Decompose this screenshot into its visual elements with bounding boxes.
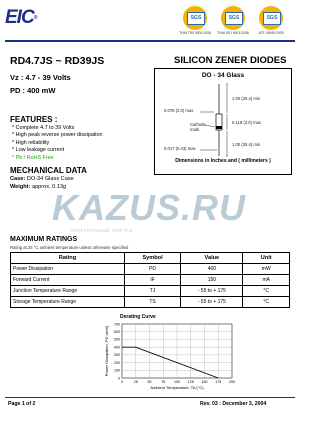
- dim-body-length: 0.118 (3.0) max: [232, 120, 262, 125]
- y-tick-label: 100: [114, 368, 120, 373]
- x-tick-label: 75: [161, 380, 166, 384]
- unit-cell: mA: [243, 275, 290, 286]
- header-rating: Rating: [11, 253, 125, 264]
- y-tick-label: 700: [114, 322, 120, 327]
- feature-item-rohs: * Pb / RoHS Free: [12, 155, 103, 162]
- cert-caption: THAI TISI 9001:2008: [179, 31, 211, 35]
- header-unit: Unit: [243, 253, 290, 264]
- sgs-seal-icon: SGS: [221, 6, 245, 30]
- product-category: SILICON ZENER DIODES: [174, 55, 287, 66]
- revision-date: Rev. 03 : December 3, 2004: [200, 401, 267, 407]
- sgs-seal-icon: SGS: [259, 6, 283, 30]
- feature-item: * Low leakage current: [12, 147, 103, 154]
- value-cell: - 55 to + 175: [181, 297, 243, 308]
- x-tick-label: 125: [187, 380, 194, 384]
- footer-divider: [5, 397, 295, 398]
- header-value: Value: [181, 253, 243, 264]
- zener-voltage-spec: Vz : 4.7 - 39 Volts: [10, 73, 71, 82]
- feature-item: * Complete 4.7 to 39 Volts: [12, 125, 103, 132]
- ratings-note: Rating at 25 °C ambient temperature unless otherwise specified: [10, 245, 129, 250]
- x-tick-label: 0: [121, 380, 123, 384]
- watermark: KAZUS.RU: [52, 187, 246, 228]
- dim-body-diameter: 0.078 (2.0) max: [164, 108, 194, 113]
- symbol-cell: IF: [124, 275, 180, 286]
- x-tick-label: 100: [174, 380, 180, 384]
- logo-text: EIC: [5, 7, 34, 28]
- unit-cell: mW: [243, 264, 290, 275]
- chart-title: Derating Curve: [120, 314, 156, 320]
- case-value: DO-34 Glass Case: [25, 176, 74, 182]
- power-dissipation-spec: PD : 400 mW: [10, 86, 56, 95]
- y-tick-label: 300: [114, 353, 120, 358]
- x-tick-label: 200: [229, 380, 235, 384]
- feature-item: * High peak reverse power dissipation: [12, 132, 103, 139]
- rating-cell: Junction Temperature Range: [11, 286, 125, 297]
- logo-registered-mark: ®: [33, 15, 37, 21]
- x-tick-label: 175: [215, 380, 222, 384]
- cert-caption: ATF 16949:2009: [258, 31, 284, 35]
- x-axis-label: Ambient Temperature, TA (°C): [150, 385, 204, 390]
- unit-cell: °C: [243, 297, 290, 308]
- symbol-cell: TS: [124, 297, 180, 308]
- dim-lead-diameter: 0.017 (0.43) max: [164, 146, 196, 151]
- package-title: DO - 34 Glass: [201, 72, 245, 79]
- x-tick-label: 25: [133, 380, 138, 384]
- header-symbol: Symbol: [124, 253, 180, 264]
- y-tick-label: 600: [114, 330, 120, 335]
- dim-upper-lead: 1.00 (25.4) min: [232, 96, 261, 101]
- x-tick-label: 150: [201, 380, 208, 384]
- watermark-subtitle: ЭЛЕКТРОННЫЙ ПОРТАЛ: [70, 228, 133, 233]
- symbol-cell: TJ: [124, 286, 180, 297]
- unit-cell: °C: [243, 286, 290, 297]
- value-cell: 400: [181, 264, 243, 275]
- symbol-cell: PD: [124, 264, 180, 275]
- y-tick-label: 200: [114, 360, 120, 365]
- dimensions-caption: Dimensions in Inches and ( millimeters ): [175, 158, 271, 164]
- page-number: Page 1 of 2: [8, 401, 36, 407]
- cert-caption: THAI ISO 9001:2008: [217, 31, 249, 35]
- features-heading: FEATURES :: [10, 115, 58, 124]
- rating-cell: Forward Current: [11, 275, 125, 286]
- x-tick-label: 50: [147, 380, 152, 384]
- feature-item: * High reliability: [12, 140, 103, 147]
- y-tick-label: 500: [114, 337, 120, 342]
- mechanical-data-heading: MECHANICAL DATA: [10, 166, 87, 175]
- value-cell: - 55 to + 175: [181, 286, 243, 297]
- weight-label: Weight:: [10, 184, 31, 190]
- part-number-title: RD4.7JS ~ RD39JS: [10, 55, 105, 67]
- maximum-ratings-heading: MAXIMUM RATINGS: [10, 236, 78, 243]
- y-tick-label: 400: [114, 345, 120, 350]
- case-label: Case:: [10, 176, 26, 182]
- value-cell: 150: [181, 275, 243, 286]
- y-tick-label: 0: [118, 376, 120, 381]
- y-axis-label: Power Dissipation, PD (mW): [104, 325, 109, 377]
- sgs-seal-icon: SGS: [183, 6, 207, 30]
- cathode-mark-label: Cathode mark: [190, 122, 206, 132]
- rating-cell: Power Dissipation: [11, 264, 125, 275]
- rating-cell: Storage Temperature Range: [11, 297, 125, 308]
- dim-lower-lead: 1.00 (25.4) min: [232, 142, 261, 147]
- weight-value: approx. 0.13g: [30, 184, 67, 190]
